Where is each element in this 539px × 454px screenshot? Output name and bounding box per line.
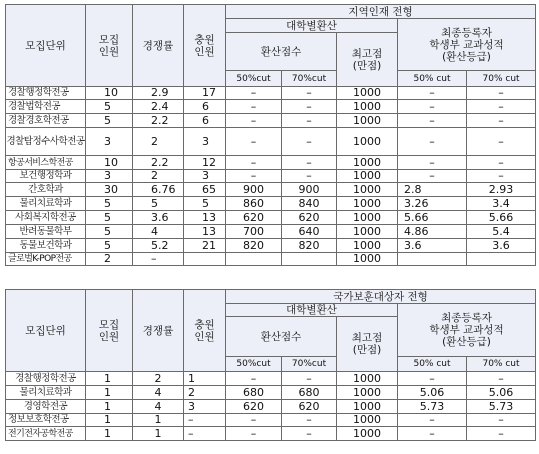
final-cut50: –: [398, 427, 467, 441]
final-cut70: –: [467, 87, 536, 100]
max-score: 1000: [337, 386, 398, 400]
score-cut70: 840: [282, 197, 337, 211]
table-row: [6, 372, 536, 386]
final-cut70: 5.73: [467, 400, 536, 414]
extra: 65: [184, 183, 226, 197]
extra: 5: [184, 197, 226, 211]
max-score: 1000: [337, 427, 398, 441]
score-cut50: 620: [226, 400, 282, 414]
quota: 1: [86, 414, 133, 427]
final-cut50: –: [398, 100, 467, 114]
final-cut70: –: [467, 156, 536, 170]
final-cut70: 3.6: [467, 239, 536, 253]
unit-name: 물리치료학과: [6, 386, 86, 400]
score-cut50: 860: [226, 197, 282, 211]
unit-name: 물리치료학과: [6, 197, 86, 211]
score-cut50: –: [226, 372, 282, 386]
final-cut70: –: [467, 414, 536, 427]
score-cut70: 680: [282, 386, 337, 400]
extra: 6: [184, 114, 226, 128]
table-row: [6, 400, 536, 414]
rate: 2.9: [133, 87, 184, 100]
quota: 5: [86, 114, 133, 128]
final-cut50: –: [398, 128, 467, 156]
final-cut50: –: [398, 414, 467, 427]
extra: –: [184, 414, 226, 427]
extra: [184, 253, 226, 266]
col-header-cut70: 70%cut: [282, 71, 337, 87]
extra: 17: [184, 87, 226, 100]
quota: 1: [86, 400, 133, 414]
extra: –: [184, 427, 226, 441]
extra: 3: [184, 170, 226, 183]
rate: –: [133, 253, 184, 266]
final-cut50: 4.86: [398, 225, 467, 239]
rate: 6.76: [133, 183, 184, 197]
score-cut70: 900: [282, 183, 337, 197]
table-row: [6, 386, 536, 400]
score-cut50: –: [226, 114, 282, 128]
final-cut70: 2.93: [467, 183, 536, 197]
col-header-unit: 모집단위: [6, 290, 86, 372]
col-header-max: 최고점 (만점): [337, 33, 398, 87]
col-header-quota: 모집 인원: [86, 290, 133, 372]
max-score: 1000: [337, 253, 398, 266]
quota: 1: [86, 427, 133, 441]
extra: 12: [184, 156, 226, 170]
table-row: [6, 427, 536, 441]
table-row: [6, 156, 536, 170]
final-cut70: –: [467, 128, 536, 156]
rate: 3.6: [133, 211, 184, 225]
max-score: 1000: [337, 414, 398, 427]
quota: 3: [86, 170, 133, 183]
table-row: [6, 225, 536, 239]
score-cut70: –: [282, 87, 337, 100]
table-row: [6, 414, 536, 427]
rate: 4: [133, 400, 184, 414]
quota: 10: [86, 87, 133, 100]
final-cut70: –: [467, 170, 536, 183]
unit-name: 반려동물학부: [6, 225, 86, 239]
extra: 1: [184, 372, 226, 386]
col-header-extra: 충원 인원: [184, 290, 226, 372]
extra: 21: [184, 239, 226, 253]
score-cut50: 900: [226, 183, 282, 197]
col-header-score: 환산점수: [226, 33, 337, 71]
col-header-final: 최종등록자 학생부 교과성적 (환산등급): [398, 19, 536, 71]
extra: 6: [184, 100, 226, 114]
table-row: [6, 183, 536, 197]
final-cut70: –: [467, 372, 536, 386]
score-cut70: –: [282, 100, 337, 114]
unit-name: 경찰법학전공: [6, 100, 86, 114]
col-header-univ: 대학별환산: [226, 304, 398, 317]
rate: 2.2: [133, 114, 184, 128]
col-header-rate: 경쟁률: [133, 5, 184, 87]
max-score: 1000: [337, 170, 398, 183]
quota: 2: [86, 253, 133, 266]
final-cut70: 5.66: [467, 211, 536, 225]
quota: 3: [86, 128, 133, 156]
quota: 30: [86, 183, 133, 197]
max-score: 1000: [337, 197, 398, 211]
rate: 1: [133, 427, 184, 441]
unit-name: 정보보호학전공: [6, 414, 86, 427]
table-row: [6, 87, 536, 100]
unit-name: 사회복지학전공: [6, 211, 86, 225]
rate: 2: [133, 372, 184, 386]
extra: 3: [184, 400, 226, 414]
final-cut50: –: [398, 372, 467, 386]
unit-name: 동물보건학과: [6, 239, 86, 253]
col-header-final: 최종등록자 학생부 교과성적 (환산등급): [398, 304, 536, 357]
final-cut50: 3.6: [398, 239, 467, 253]
table-row: [6, 253, 536, 266]
rate: 2: [133, 170, 184, 183]
rate: 4: [133, 386, 184, 400]
unit-name: 경찰경호학전공: [6, 114, 86, 128]
score-cut70: –: [282, 414, 337, 427]
final-cut50: 5.66: [398, 211, 467, 225]
col-header-unit: 모집단위: [6, 5, 86, 87]
unit-name: 전기전자공학전공: [6, 427, 86, 441]
score-cut70: 620: [282, 211, 337, 225]
section-title: 국가보훈대상자 전형: [226, 290, 536, 304]
quota: 5: [86, 100, 133, 114]
table-row: [6, 128, 536, 156]
max-score: 1000: [337, 100, 398, 114]
table-row: [6, 100, 536, 114]
final-cut70: –: [467, 100, 536, 114]
score-cut50: –: [226, 87, 282, 100]
score-cut70: –: [282, 114, 337, 128]
rate: 1: [133, 414, 184, 427]
unit-name: 경영학전공: [6, 400, 86, 414]
max-score: 1000: [337, 372, 398, 386]
quota: 5: [86, 197, 133, 211]
col-header-max: 최고점 (만점): [337, 317, 398, 372]
extra: 13: [184, 211, 226, 225]
max-score: 1000: [337, 114, 398, 128]
quota: 5: [86, 225, 133, 239]
rate: 2: [133, 128, 184, 156]
final-cut70: 3.4: [467, 197, 536, 211]
rate: 2.4: [133, 100, 184, 114]
col-header-final-cut50: 50% cut: [398, 71, 467, 87]
rate: 4: [133, 225, 184, 239]
score-cut50: 700: [226, 225, 282, 239]
max-score: 1000: [337, 128, 398, 156]
table-row: [6, 211, 536, 225]
score-cut50: 820: [226, 239, 282, 253]
score-cut50: 620: [226, 211, 282, 225]
score-cut70: [282, 253, 337, 266]
max-score: 1000: [337, 225, 398, 239]
col-header-rate: 경쟁률: [133, 290, 184, 372]
score-cut50: –: [226, 170, 282, 183]
quota: 5: [86, 211, 133, 225]
table-row: [6, 170, 536, 183]
section-title: 지역인재 전형: [226, 5, 536, 19]
unit-name: 항공서비스학전공: [6, 156, 86, 170]
score-cut50: –: [226, 427, 282, 441]
unit-name: 글로벌K-POP전공: [6, 253, 86, 266]
quota: 1: [86, 386, 133, 400]
score-cut50: [226, 253, 282, 266]
score-cut50: –: [226, 156, 282, 170]
max-score: 1000: [337, 156, 398, 170]
final-cut50: 5.06: [398, 386, 467, 400]
extra: 2: [184, 386, 226, 400]
final-cut70: [467, 253, 536, 266]
unit-name: 간호학과: [6, 183, 86, 197]
score-cut70: –: [282, 372, 337, 386]
col-header-final-cut70: 70% cut: [467, 357, 536, 372]
final-cut50: –: [398, 156, 467, 170]
unit-name: 보건행정학과: [6, 170, 86, 183]
max-score: 1000: [337, 400, 398, 414]
score-cut70: –: [282, 170, 337, 183]
veterans-table: [5, 289, 536, 441]
extra: 3: [184, 128, 226, 156]
col-header-cut50: 50%cut: [226, 357, 282, 372]
score-cut70: 820: [282, 239, 337, 253]
quota: 1: [86, 372, 133, 386]
final-cut50: –: [398, 87, 467, 100]
max-score: 1000: [337, 183, 398, 197]
score-cut50: –: [226, 414, 282, 427]
col-header-score: 환산점수: [226, 317, 337, 357]
final-cut50: 3.26: [398, 197, 467, 211]
score-cut70: 640: [282, 225, 337, 239]
table-row: [6, 239, 536, 253]
final-cut70: –: [467, 114, 536, 128]
max-score: 1000: [337, 87, 398, 100]
rate: 2.2: [133, 156, 184, 170]
quota: 5: [86, 239, 133, 253]
quota: 10: [86, 156, 133, 170]
score-cut50: –: [226, 128, 282, 156]
table-row: [6, 114, 536, 128]
final-cut50: [398, 253, 467, 266]
max-score: 1000: [337, 239, 398, 253]
final-cut70: –: [467, 427, 536, 441]
col-header-cut70: 70%cut: [282, 357, 337, 372]
col-header-final-cut70: 70% cut: [467, 71, 536, 87]
extra: 13: [184, 225, 226, 239]
score-cut70: 620: [282, 400, 337, 414]
final-cut50: –: [398, 114, 467, 128]
final-cut70: 5.06: [467, 386, 536, 400]
unit-name: 경찰행정학전공: [6, 372, 86, 386]
score-cut70: –: [282, 128, 337, 156]
max-score: 1000: [337, 211, 398, 225]
rate: 5: [133, 197, 184, 211]
table-row: [6, 197, 536, 211]
score-cut50: –: [226, 100, 282, 114]
final-cut50: 2.8: [398, 183, 467, 197]
score-cut70: –: [282, 156, 337, 170]
final-cut50: –: [398, 170, 467, 183]
regional-talent-table: [5, 4, 536, 266]
col-header-extra: 충원 인원: [184, 5, 226, 87]
final-cut50: 5.73: [398, 400, 467, 414]
col-header-cut50: 50%cut: [226, 71, 282, 87]
rate: 5.2: [133, 239, 184, 253]
unit-name: 경찰행정학전공: [6, 87, 86, 100]
col-header-univ: 대학별환산: [226, 19, 398, 33]
score-cut70: –: [282, 427, 337, 441]
col-header-quota: 모집 인원: [86, 5, 133, 87]
col-header-final-cut50: 50% cut: [398, 357, 467, 372]
unit-name: 경찰탐정수사학전공: [6, 128, 86, 156]
score-cut50: 680: [226, 386, 282, 400]
final-cut70: 5.4: [467, 225, 536, 239]
